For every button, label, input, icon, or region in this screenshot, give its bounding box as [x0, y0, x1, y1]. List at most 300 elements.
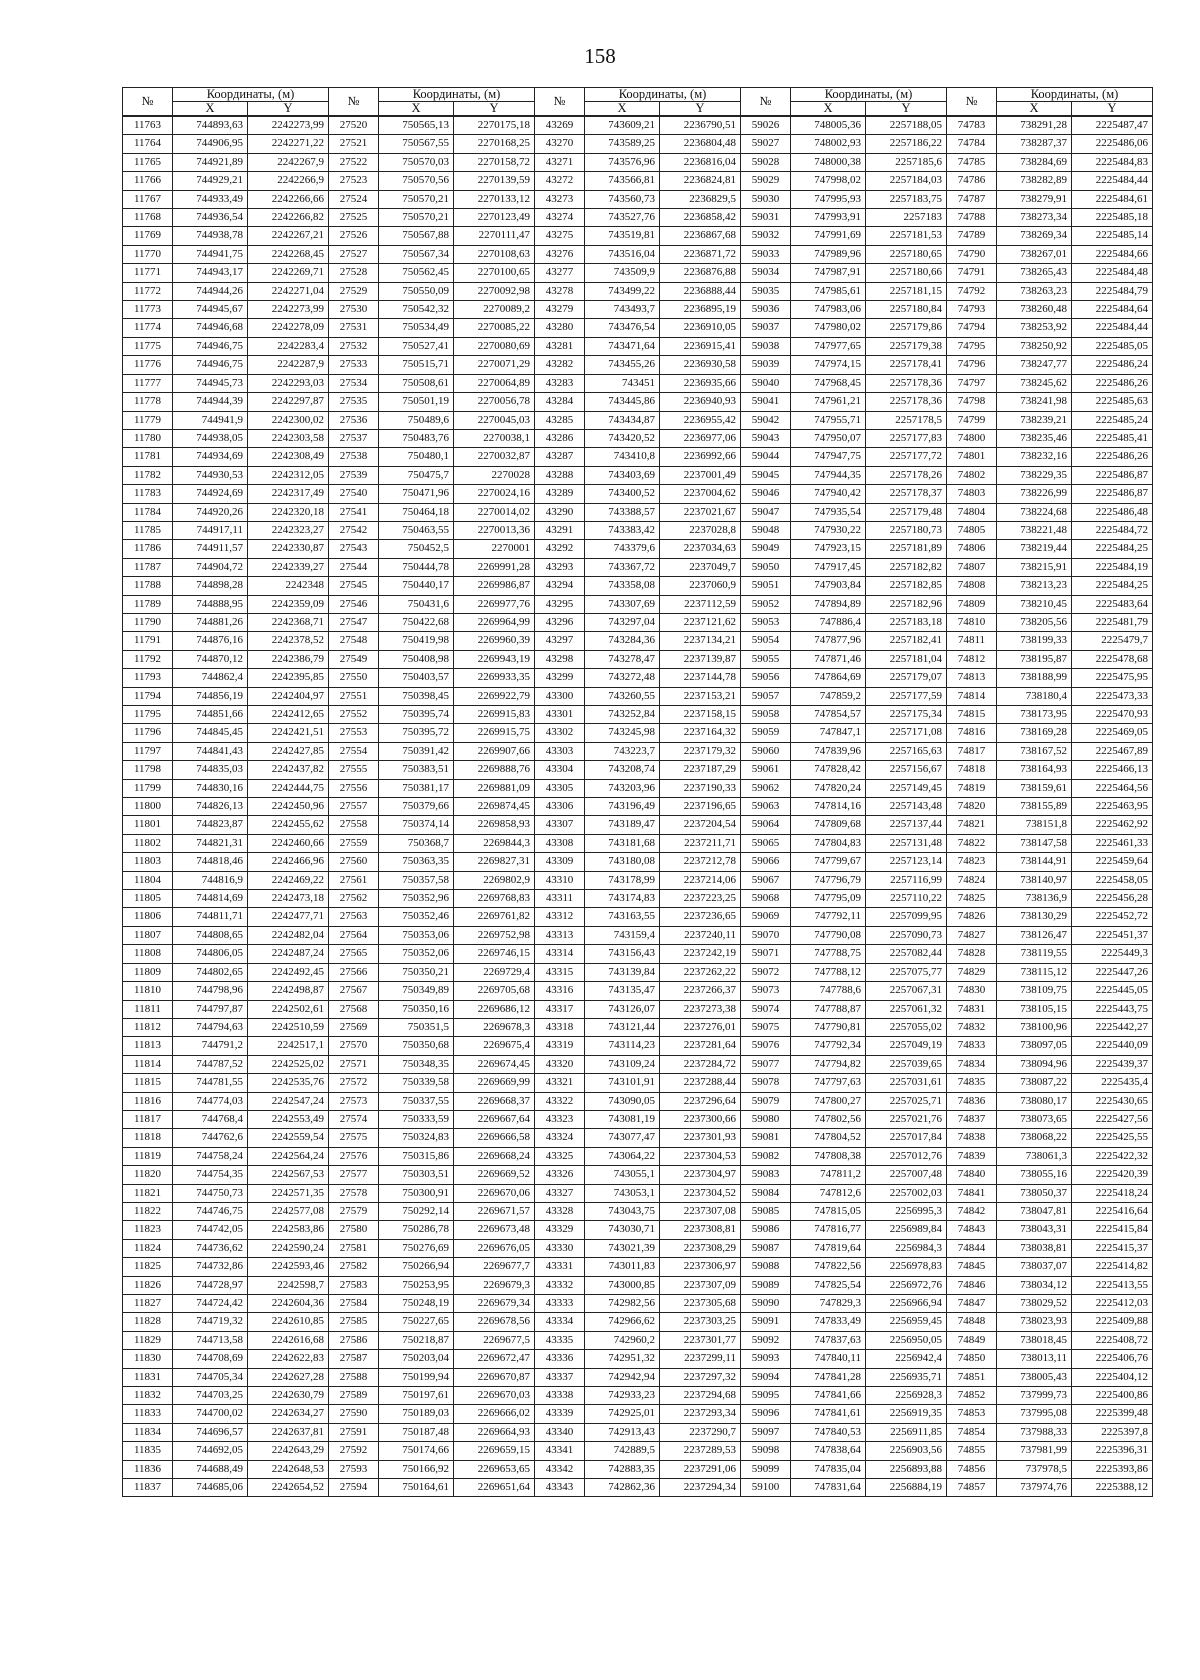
- coord-y: 2236910,05: [660, 319, 741, 337]
- point-number: 11820: [123, 1166, 173, 1184]
- point-number: 43306: [535, 798, 585, 816]
- point-number: 43303: [535, 742, 585, 760]
- point-number: 74820: [947, 798, 997, 816]
- coord-y: 2225484,64: [1072, 301, 1153, 319]
- coord-y: 2269651,64: [454, 1479, 535, 1497]
- point-number: 43321: [535, 1074, 585, 1092]
- coord-x: 747947,75: [791, 448, 866, 466]
- coord-y: 2257116,99: [866, 871, 947, 889]
- coord-y: 2237021,67: [660, 503, 741, 521]
- point-number: 59073: [741, 982, 791, 1000]
- header-x-1: X: [173, 102, 248, 117]
- coord-y: 2270014,02: [454, 503, 535, 521]
- point-number: 11802: [123, 834, 173, 852]
- coord-y: 2225484,44: [1072, 319, 1153, 337]
- coord-x: 750422,68: [379, 613, 454, 631]
- point-number: 74787: [947, 190, 997, 208]
- coord-y: 2242593,46: [248, 1258, 329, 1276]
- point-number: 59074: [741, 1000, 791, 1018]
- page-number: 158: [584, 44, 616, 68]
- point-number: 11779: [123, 411, 173, 429]
- coord-x: 738195,87: [997, 650, 1072, 668]
- point-number: 74841: [947, 1184, 997, 1202]
- point-number: 59055: [741, 650, 791, 668]
- coord-y: 2242317,49: [248, 485, 329, 503]
- point-number: 59097: [741, 1423, 791, 1441]
- coord-x: 738005,43: [997, 1368, 1072, 1386]
- coord-y: 2269669,52: [454, 1166, 535, 1184]
- coord-y: 2225485,14: [1072, 227, 1153, 245]
- coord-x: 747987,91: [791, 264, 866, 282]
- point-number: 11778: [123, 393, 173, 411]
- coord-x: 750187,48: [379, 1423, 454, 1441]
- coord-x: 738215,91: [997, 558, 1072, 576]
- table-row: [123, 1313, 1153, 1331]
- point-number: 27536: [329, 411, 379, 429]
- coord-y: 2269991,28: [454, 558, 535, 576]
- point-number: 11801: [123, 816, 173, 834]
- coord-y: 2242323,27: [248, 521, 329, 539]
- coord-x: 744945,67: [173, 301, 248, 319]
- coord-y: 2257179,86: [866, 319, 947, 337]
- coord-x: 750570,21: [379, 190, 454, 208]
- point-number: 43289: [535, 485, 585, 503]
- coord-y: 2269844,3: [454, 834, 535, 852]
- point-number: 11819: [123, 1147, 173, 1165]
- coord-x: 747854,57: [791, 706, 866, 724]
- coord-x: 738253,92: [997, 319, 1072, 337]
- point-number: 27534: [329, 374, 379, 392]
- coord-y: 2237266,37: [660, 982, 741, 1000]
- table-row: [123, 282, 1153, 300]
- coord-x: 738205,56: [997, 613, 1072, 631]
- table-row: [123, 1479, 1153, 1497]
- coord-y: 2257177,72: [866, 448, 947, 466]
- coord-x: 750419,98: [379, 632, 454, 650]
- point-number: 74817: [947, 742, 997, 760]
- table-row: [123, 779, 1153, 797]
- coord-y: 2225479,7: [1072, 632, 1153, 650]
- coord-y: 2237301,93: [660, 1129, 741, 1147]
- coord-y: 2237121,62: [660, 613, 741, 631]
- point-number: 43299: [535, 669, 585, 687]
- coord-y: 2236790,51: [660, 116, 741, 135]
- point-number: 74807: [947, 558, 997, 576]
- coord-x: 744703,25: [173, 1387, 248, 1405]
- coord-y: 2225412,03: [1072, 1295, 1153, 1313]
- point-number: 74802: [947, 466, 997, 484]
- coord-y: 2225459,64: [1072, 853, 1153, 871]
- coord-y: 2269677,5: [454, 1331, 535, 1349]
- point-number: 27539: [329, 466, 379, 484]
- table-row: [123, 448, 1153, 466]
- coord-y: 2269674,45: [454, 1055, 535, 1073]
- point-number: 74827: [947, 926, 997, 944]
- point-number: 74839: [947, 1147, 997, 1165]
- point-number: 74811: [947, 632, 997, 650]
- header-y-2: Y: [454, 102, 535, 117]
- coord-x: 744724,42: [173, 1295, 248, 1313]
- point-number: 11782: [123, 466, 173, 484]
- point-number: 11777: [123, 374, 173, 392]
- point-number: 43314: [535, 945, 585, 963]
- coord-x: 744821,31: [173, 834, 248, 852]
- point-number: 11787: [123, 558, 173, 576]
- coord-y: 2270013,36: [454, 521, 535, 539]
- coord-y: 2237223,25: [660, 890, 741, 908]
- coord-y: 2257177,59: [866, 687, 947, 705]
- coord-x: 744870,12: [173, 650, 248, 668]
- point-number: 74804: [947, 503, 997, 521]
- coord-x: 744924,69: [173, 485, 248, 503]
- coord-y: 2257183: [866, 209, 947, 227]
- coord-x: 743126,07: [585, 1000, 660, 1018]
- coord-y: 2242339,27: [248, 558, 329, 576]
- coord-y: 2257110,22: [866, 890, 947, 908]
- point-number: 59051: [741, 577, 791, 595]
- coord-y: 2242627,28: [248, 1368, 329, 1386]
- coord-x: 738279,91: [997, 190, 1072, 208]
- coord-y: 2236977,06: [660, 429, 741, 447]
- coord-x: 750203,04: [379, 1350, 454, 1368]
- table-row: [123, 1166, 1153, 1184]
- coord-x: 742966,62: [585, 1313, 660, 1331]
- point-number: 59059: [741, 724, 791, 742]
- coord-y: 2256884,19: [866, 1479, 947, 1497]
- point-number: 74849: [947, 1331, 997, 1349]
- point-number: 43341: [535, 1442, 585, 1460]
- point-number: 43331: [535, 1258, 585, 1276]
- coord-x: 747835,04: [791, 1460, 866, 1478]
- coord-x: 747788,75: [791, 945, 866, 963]
- coord-x: 738018,45: [997, 1331, 1072, 1349]
- coord-x: 738241,98: [997, 393, 1072, 411]
- coord-x: 738232,16: [997, 448, 1072, 466]
- table-row: [123, 1442, 1153, 1460]
- coord-x: 750218,87: [379, 1331, 454, 1349]
- coord-x: 738105,15: [997, 1000, 1072, 1018]
- coord-x: 738235,46: [997, 429, 1072, 447]
- point-number: 11818: [123, 1129, 173, 1147]
- coord-x: 747833,49: [791, 1313, 866, 1331]
- point-number: 74847: [947, 1295, 997, 1313]
- point-number: 43335: [535, 1331, 585, 1349]
- coord-x: 747985,61: [791, 282, 866, 300]
- coord-y: 2225485,41: [1072, 429, 1153, 447]
- coord-y: 2236858,42: [660, 209, 741, 227]
- point-number: 74846: [947, 1276, 997, 1294]
- point-number: 27589: [329, 1387, 379, 1405]
- point-number: 11832: [123, 1387, 173, 1405]
- coord-y: 2236888,44: [660, 282, 741, 300]
- point-number: 59099: [741, 1460, 791, 1478]
- point-number: 43279: [535, 301, 585, 319]
- header-y-1: Y: [248, 102, 329, 117]
- coord-y: 2236940,93: [660, 393, 741, 411]
- coord-y: 2257178,36: [866, 393, 947, 411]
- coord-y: 2225485,24: [1072, 411, 1153, 429]
- point-number: 11837: [123, 1479, 173, 1497]
- coord-y: 2242517,1: [248, 1037, 329, 1055]
- coord-y: 2237262,22: [660, 963, 741, 981]
- coord-x: 750501,19: [379, 393, 454, 411]
- point-number: 59068: [741, 890, 791, 908]
- coord-y: 2237028,8: [660, 521, 741, 539]
- table-row: [123, 521, 1153, 539]
- coord-x: 744705,34: [173, 1368, 248, 1386]
- header-coordinates-1: Координаты, (м): [173, 88, 329, 102]
- coord-x: 750353,06: [379, 926, 454, 944]
- point-number: 27547: [329, 613, 379, 631]
- coord-y: 2237308,81: [660, 1221, 741, 1239]
- point-number: 74792: [947, 282, 997, 300]
- coordinates-table: [122, 87, 1153, 1497]
- coord-x: 744893,63: [173, 116, 248, 135]
- coord-x: 738239,21: [997, 411, 1072, 429]
- table-row: [123, 1202, 1153, 1220]
- coord-y: 2242330,87: [248, 540, 329, 558]
- coord-x: 738144,91: [997, 853, 1072, 871]
- point-number: 59028: [741, 153, 791, 171]
- coord-y: 2270045,03: [454, 411, 535, 429]
- coord-x: 743400,52: [585, 485, 660, 503]
- coord-y: 2257002,03: [866, 1184, 947, 1202]
- point-number: 74815: [947, 706, 997, 724]
- coord-y: 2237273,38: [660, 1000, 741, 1018]
- point-number: 27546: [329, 595, 379, 613]
- coord-x: 744930,53: [173, 466, 248, 484]
- coord-y: 2269670,87: [454, 1368, 535, 1386]
- coord-y: 2242271,04: [248, 282, 329, 300]
- point-number: 27537: [329, 429, 379, 447]
- table-row: [123, 503, 1153, 521]
- coord-y: 2242268,45: [248, 245, 329, 263]
- coord-x: 744758,24: [173, 1147, 248, 1165]
- point-number: 74790: [947, 245, 997, 263]
- coord-x: 750565,13: [379, 116, 454, 135]
- coord-x: 744888,95: [173, 595, 248, 613]
- point-number: 27593: [329, 1460, 379, 1478]
- coord-y: 2269679,3: [454, 1276, 535, 1294]
- coord-x: 742925,01: [585, 1405, 660, 1423]
- coord-y: 2242273,99: [248, 116, 329, 135]
- coord-x: 747788,12: [791, 963, 866, 981]
- coord-y: 2236816,04: [660, 153, 741, 171]
- point-number: 43326: [535, 1166, 585, 1184]
- point-number: 11764: [123, 135, 173, 153]
- point-number: 43281: [535, 337, 585, 355]
- coord-x: 750452,5: [379, 540, 454, 558]
- point-number: 59095: [741, 1387, 791, 1405]
- coord-x: 747894,89: [791, 595, 866, 613]
- header-number-4: №: [741, 88, 791, 117]
- point-number: 27576: [329, 1147, 379, 1165]
- point-number: 27530: [329, 301, 379, 319]
- point-number: 27586: [329, 1331, 379, 1349]
- point-number: 11781: [123, 448, 173, 466]
- coord-y: 2242492,45: [248, 963, 329, 981]
- coord-y: 2269960,39: [454, 632, 535, 650]
- header-x-4: X: [791, 102, 866, 117]
- coord-x: 747788,87: [791, 1000, 866, 1018]
- coord-y: 2225484,61: [1072, 190, 1153, 208]
- coord-y: 2242643,29: [248, 1442, 329, 1460]
- table-row: [123, 669, 1153, 687]
- coord-y: 2269768,83: [454, 890, 535, 908]
- table-row: [123, 798, 1153, 816]
- point-number: 59031: [741, 209, 791, 227]
- point-number: 11774: [123, 319, 173, 337]
- coord-x: 750324,83: [379, 1129, 454, 1147]
- coord-y: 2256950,05: [866, 1331, 947, 1349]
- coord-x: 743379,6: [585, 540, 660, 558]
- point-number: 27575: [329, 1129, 379, 1147]
- table-row: [123, 1147, 1153, 1165]
- point-number: 43308: [535, 834, 585, 852]
- point-number: 27526: [329, 227, 379, 245]
- point-number: 11773: [123, 301, 173, 319]
- table-body: [123, 116, 1153, 1497]
- coord-x: 738267,01: [997, 245, 1072, 263]
- coord-y: 2269676,05: [454, 1239, 535, 1257]
- table-row: [123, 558, 1153, 576]
- coord-x: 743180,08: [585, 853, 660, 871]
- point-number: 11793: [123, 669, 173, 687]
- coord-y: 2257031,61: [866, 1074, 947, 1092]
- point-number: 59080: [741, 1110, 791, 1128]
- point-number: 27535: [329, 393, 379, 411]
- table-row: [123, 245, 1153, 263]
- coord-y: 2237214,06: [660, 871, 741, 889]
- point-number: 74813: [947, 669, 997, 687]
- point-number: 11800: [123, 798, 173, 816]
- point-number: 43336: [535, 1350, 585, 1368]
- point-number: 43304: [535, 761, 585, 779]
- table-row: [123, 1129, 1153, 1147]
- coord-y: 2257090,73: [866, 926, 947, 944]
- coord-y: 2225415,37: [1072, 1239, 1153, 1257]
- point-number: 43293: [535, 558, 585, 576]
- table-row: [123, 963, 1153, 981]
- coord-x: 747838,64: [791, 1442, 866, 1460]
- table-row: [123, 1368, 1153, 1386]
- point-number: 59094: [741, 1368, 791, 1386]
- coord-x: 744856,19: [173, 687, 248, 705]
- point-number: 43305: [535, 779, 585, 797]
- coord-x: 750315,86: [379, 1147, 454, 1165]
- coord-y: 2242567,53: [248, 1166, 329, 1184]
- coord-y: 2236895,19: [660, 301, 741, 319]
- coord-y: 2257186,22: [866, 135, 947, 153]
- coord-y: 2257179,07: [866, 669, 947, 687]
- coord-x: 742913,43: [585, 1423, 660, 1441]
- coord-x: 747950,07: [791, 429, 866, 447]
- coord-y: 2225449,3: [1072, 945, 1153, 963]
- coord-y: 2237308,29: [660, 1239, 741, 1257]
- coord-y: 2237303,25: [660, 1313, 741, 1331]
- point-number: 74830: [947, 982, 997, 1000]
- point-number: 27584: [329, 1295, 379, 1313]
- point-number: 11767: [123, 190, 173, 208]
- point-number: 74801: [947, 448, 997, 466]
- coord-x: 738224,68: [997, 503, 1072, 521]
- coord-x: 747825,54: [791, 1276, 866, 1294]
- table-row: [123, 1074, 1153, 1092]
- coord-x: 744945,73: [173, 374, 248, 392]
- coord-x: 750352,06: [379, 945, 454, 963]
- coord-y: 2225456,28: [1072, 890, 1153, 908]
- coord-y: 2269827,31: [454, 853, 535, 871]
- point-number: 59047: [741, 503, 791, 521]
- point-number: 27566: [329, 963, 379, 981]
- point-number: 27567: [329, 982, 379, 1000]
- point-number: 74829: [947, 963, 997, 981]
- point-number: 27570: [329, 1037, 379, 1055]
- coord-x: 747955,71: [791, 411, 866, 429]
- coord-x: 744742,05: [173, 1221, 248, 1239]
- coord-x: 747940,42: [791, 485, 866, 503]
- point-number: 11829: [123, 1331, 173, 1349]
- point-number: 59079: [741, 1092, 791, 1110]
- coord-x: 748002,93: [791, 135, 866, 153]
- coord-x: 744719,32: [173, 1313, 248, 1331]
- coord-y: 2257021,76: [866, 1110, 947, 1128]
- coord-y: 2237289,53: [660, 1442, 741, 1460]
- coord-y: 2270108,63: [454, 245, 535, 263]
- point-number: 43284: [535, 393, 585, 411]
- table-row: [123, 761, 1153, 779]
- coord-x: 747840,53: [791, 1423, 866, 1441]
- coord-x: 747935,54: [791, 503, 866, 521]
- coord-y: 2225447,26: [1072, 963, 1153, 981]
- coord-y: 2237242,19: [660, 945, 741, 963]
- point-number: 74796: [947, 356, 997, 374]
- coord-y: 2242427,85: [248, 742, 329, 760]
- coord-y: 2237307,08: [660, 1202, 741, 1220]
- table-row: [123, 172, 1153, 190]
- coord-y: 2242553,49: [248, 1110, 329, 1128]
- coord-y: 2237281,64: [660, 1037, 741, 1055]
- coord-y: 2256995,3: [866, 1202, 947, 1220]
- point-number: 11809: [123, 963, 173, 981]
- point-number: 11812: [123, 1018, 173, 1036]
- coord-x: 747977,65: [791, 337, 866, 355]
- coord-y: 2269666,58: [454, 1129, 535, 1147]
- point-number: 11828: [123, 1313, 173, 1331]
- coord-y: 2242450,96: [248, 798, 329, 816]
- point-number: 43294: [535, 577, 585, 595]
- coord-y: 2237034,63: [660, 540, 741, 558]
- coord-y: 2256984,3: [866, 1239, 947, 1257]
- coord-x: 738180,4: [997, 687, 1072, 705]
- coord-y: 2270111,47: [454, 227, 535, 245]
- coord-x: 738260,48: [997, 301, 1072, 319]
- coord-x: 744811,71: [173, 908, 248, 926]
- point-number: 11808: [123, 945, 173, 963]
- coord-y: 2236824,81: [660, 172, 741, 190]
- coord-x: 738094,96: [997, 1055, 1072, 1073]
- coord-y: 2257099,95: [866, 908, 947, 926]
- table-row: [123, 982, 1153, 1000]
- coord-y: 2270092,98: [454, 282, 535, 300]
- coord-x: 738226,99: [997, 485, 1072, 503]
- point-number: 59067: [741, 871, 791, 889]
- coord-y: 2237001,49: [660, 466, 741, 484]
- coord-x: 747859,2: [791, 687, 866, 705]
- coord-x: 744797,87: [173, 1000, 248, 1018]
- coord-y: 2237158,15: [660, 706, 741, 724]
- point-number: 74848: [947, 1313, 997, 1331]
